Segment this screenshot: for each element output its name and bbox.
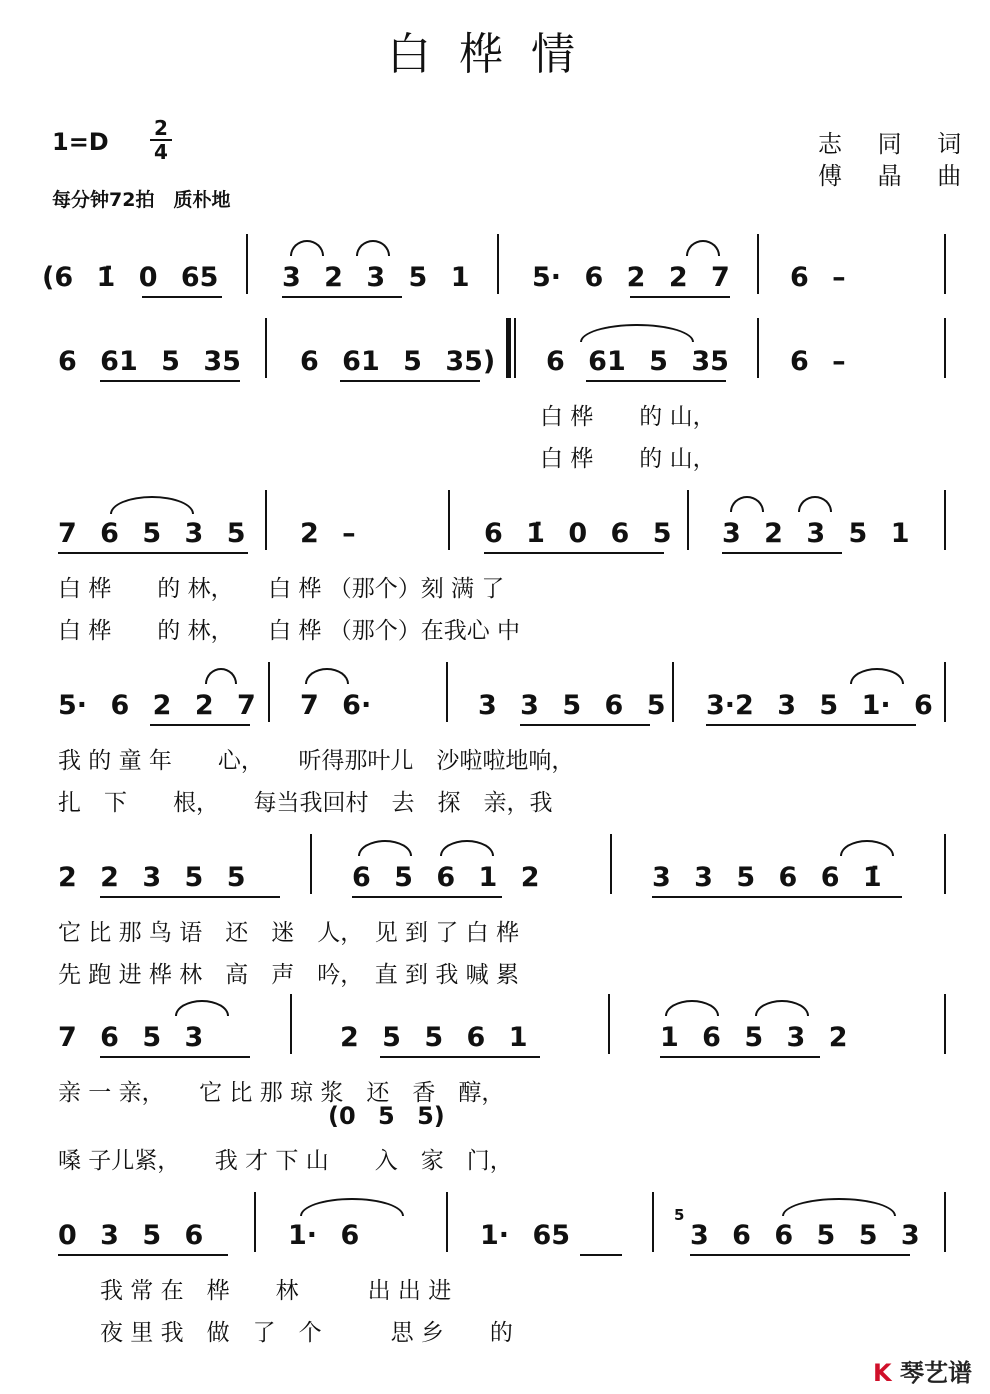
measure-4-4: 3·2 3 5 1· 6 (706, 690, 933, 721)
measure-4-2: 7 6· (300, 690, 372, 721)
lyric-3-verse-2: 白 桦 的 林， 白 桦 （那个）在我心 中 (58, 618, 521, 644)
lyricist-credit: 志 同 词 (818, 130, 976, 158)
measure-4-1: 5· 6 2 2 7 (58, 690, 256, 721)
meter-bottom: 4 (154, 140, 168, 164)
measure-7-3: 1· 65 (480, 1220, 571, 1251)
lyric-7-verse-1: 我 常 在 桦 林 出 出 进 (100, 1278, 452, 1304)
composer-credit: 傅 晶 曲 (818, 162, 976, 190)
page-title: 白桦情 (387, 29, 603, 80)
measure-2-1: 6 61 5 35 (58, 346, 241, 377)
lyric-2-verse-2: 白 桦 的 山， (540, 446, 716, 472)
measure-7-1: 0 3 5 6 (58, 1220, 204, 1251)
measure-4-3: 3 3 5 6 5 (478, 690, 666, 721)
lyric-2-verse-1: 白 桦 的 山， (540, 404, 716, 430)
measure-3-3: 6 1̇ 0 6 5 (484, 518, 672, 549)
grace-note: 5 (674, 1206, 685, 1224)
measure-5-2: 6 5 6 1 2 (352, 862, 540, 893)
meter-top: 2 (154, 116, 168, 140)
measure-5-3: 3 3 5 6 6 1̇ (652, 862, 882, 893)
logo-mark: K (873, 1359, 892, 1387)
measure-3-1: 7 6 5 3 5 (58, 518, 246, 549)
measure-7-2: 1· 6 (288, 1220, 360, 1251)
tempo-marking: 每分钟72拍 质朴地 (52, 189, 231, 211)
measure-6-3: 1 6 5 3 2 (660, 1022, 848, 1053)
lyric-6-verse-2: 嗓 子儿紧， 我 才 下 山 入 家 门， (58, 1148, 513, 1174)
measure-6-2: 2 5 5 6 1 (340, 1022, 528, 1053)
measure-1-2: 3 2 3 5 1 (282, 262, 470, 293)
measure-2-2: 6 61 5 35) (300, 346, 496, 377)
measure-2-3: 6 61 5 35 (546, 346, 729, 377)
key-signature: 1=D (52, 128, 109, 156)
lyric-4-verse-1: 我 的 童 年 心， 听得那叶儿 沙啦啦地响， (58, 748, 575, 774)
measure-5-1: 2 2 3 5 5 (58, 862, 246, 893)
lyric-5-verse-1: 它 比 那 鸟 语 还 迷 人， 见 到 了 白 桦 (58, 920, 519, 946)
lyric-7-verse-2: 夜 里 我 做 了 个 思 乡 的 (100, 1320, 513, 1346)
logo-text: 琴艺谱 (900, 1359, 972, 1387)
measure-1-3: 5· 6 2 2 7 (532, 262, 730, 293)
measure-2-4: 6 – (790, 346, 846, 377)
measure-1-1: (6 1̇ 0 65 (42, 262, 219, 293)
measure-1-4: 6 – (790, 262, 846, 293)
site-logo (873, 1353, 972, 1388)
lyric-4-verse-2: 扎 下 根， 每当我回村 去 探 亲，我 (58, 790, 553, 816)
measure-3-2: 2 – (300, 518, 356, 549)
lyric-3-verse-1: 白 桦 的 林， 白 桦 （那个）刻 满 了 (58, 576, 505, 602)
measure-3-4: 3 2 3 5 1 (722, 518, 910, 549)
lyric-6-verse-1: 亲 一 亲， 它 比 那 琼 浆 还 香 醇， (58, 1080, 505, 1106)
time-signature (150, 118, 172, 162)
measure-7-4: 3 6 6 5 5 3 (690, 1220, 920, 1251)
lyric-5-verse-2: 先 跑 进 桦 林 高 声 吟， 直 到 我 喊 累 (58, 962, 519, 988)
alternate-notes: (0 5 5) (328, 1102, 445, 1130)
measure-6-1: 7 6 5 3 (58, 1022, 204, 1053)
